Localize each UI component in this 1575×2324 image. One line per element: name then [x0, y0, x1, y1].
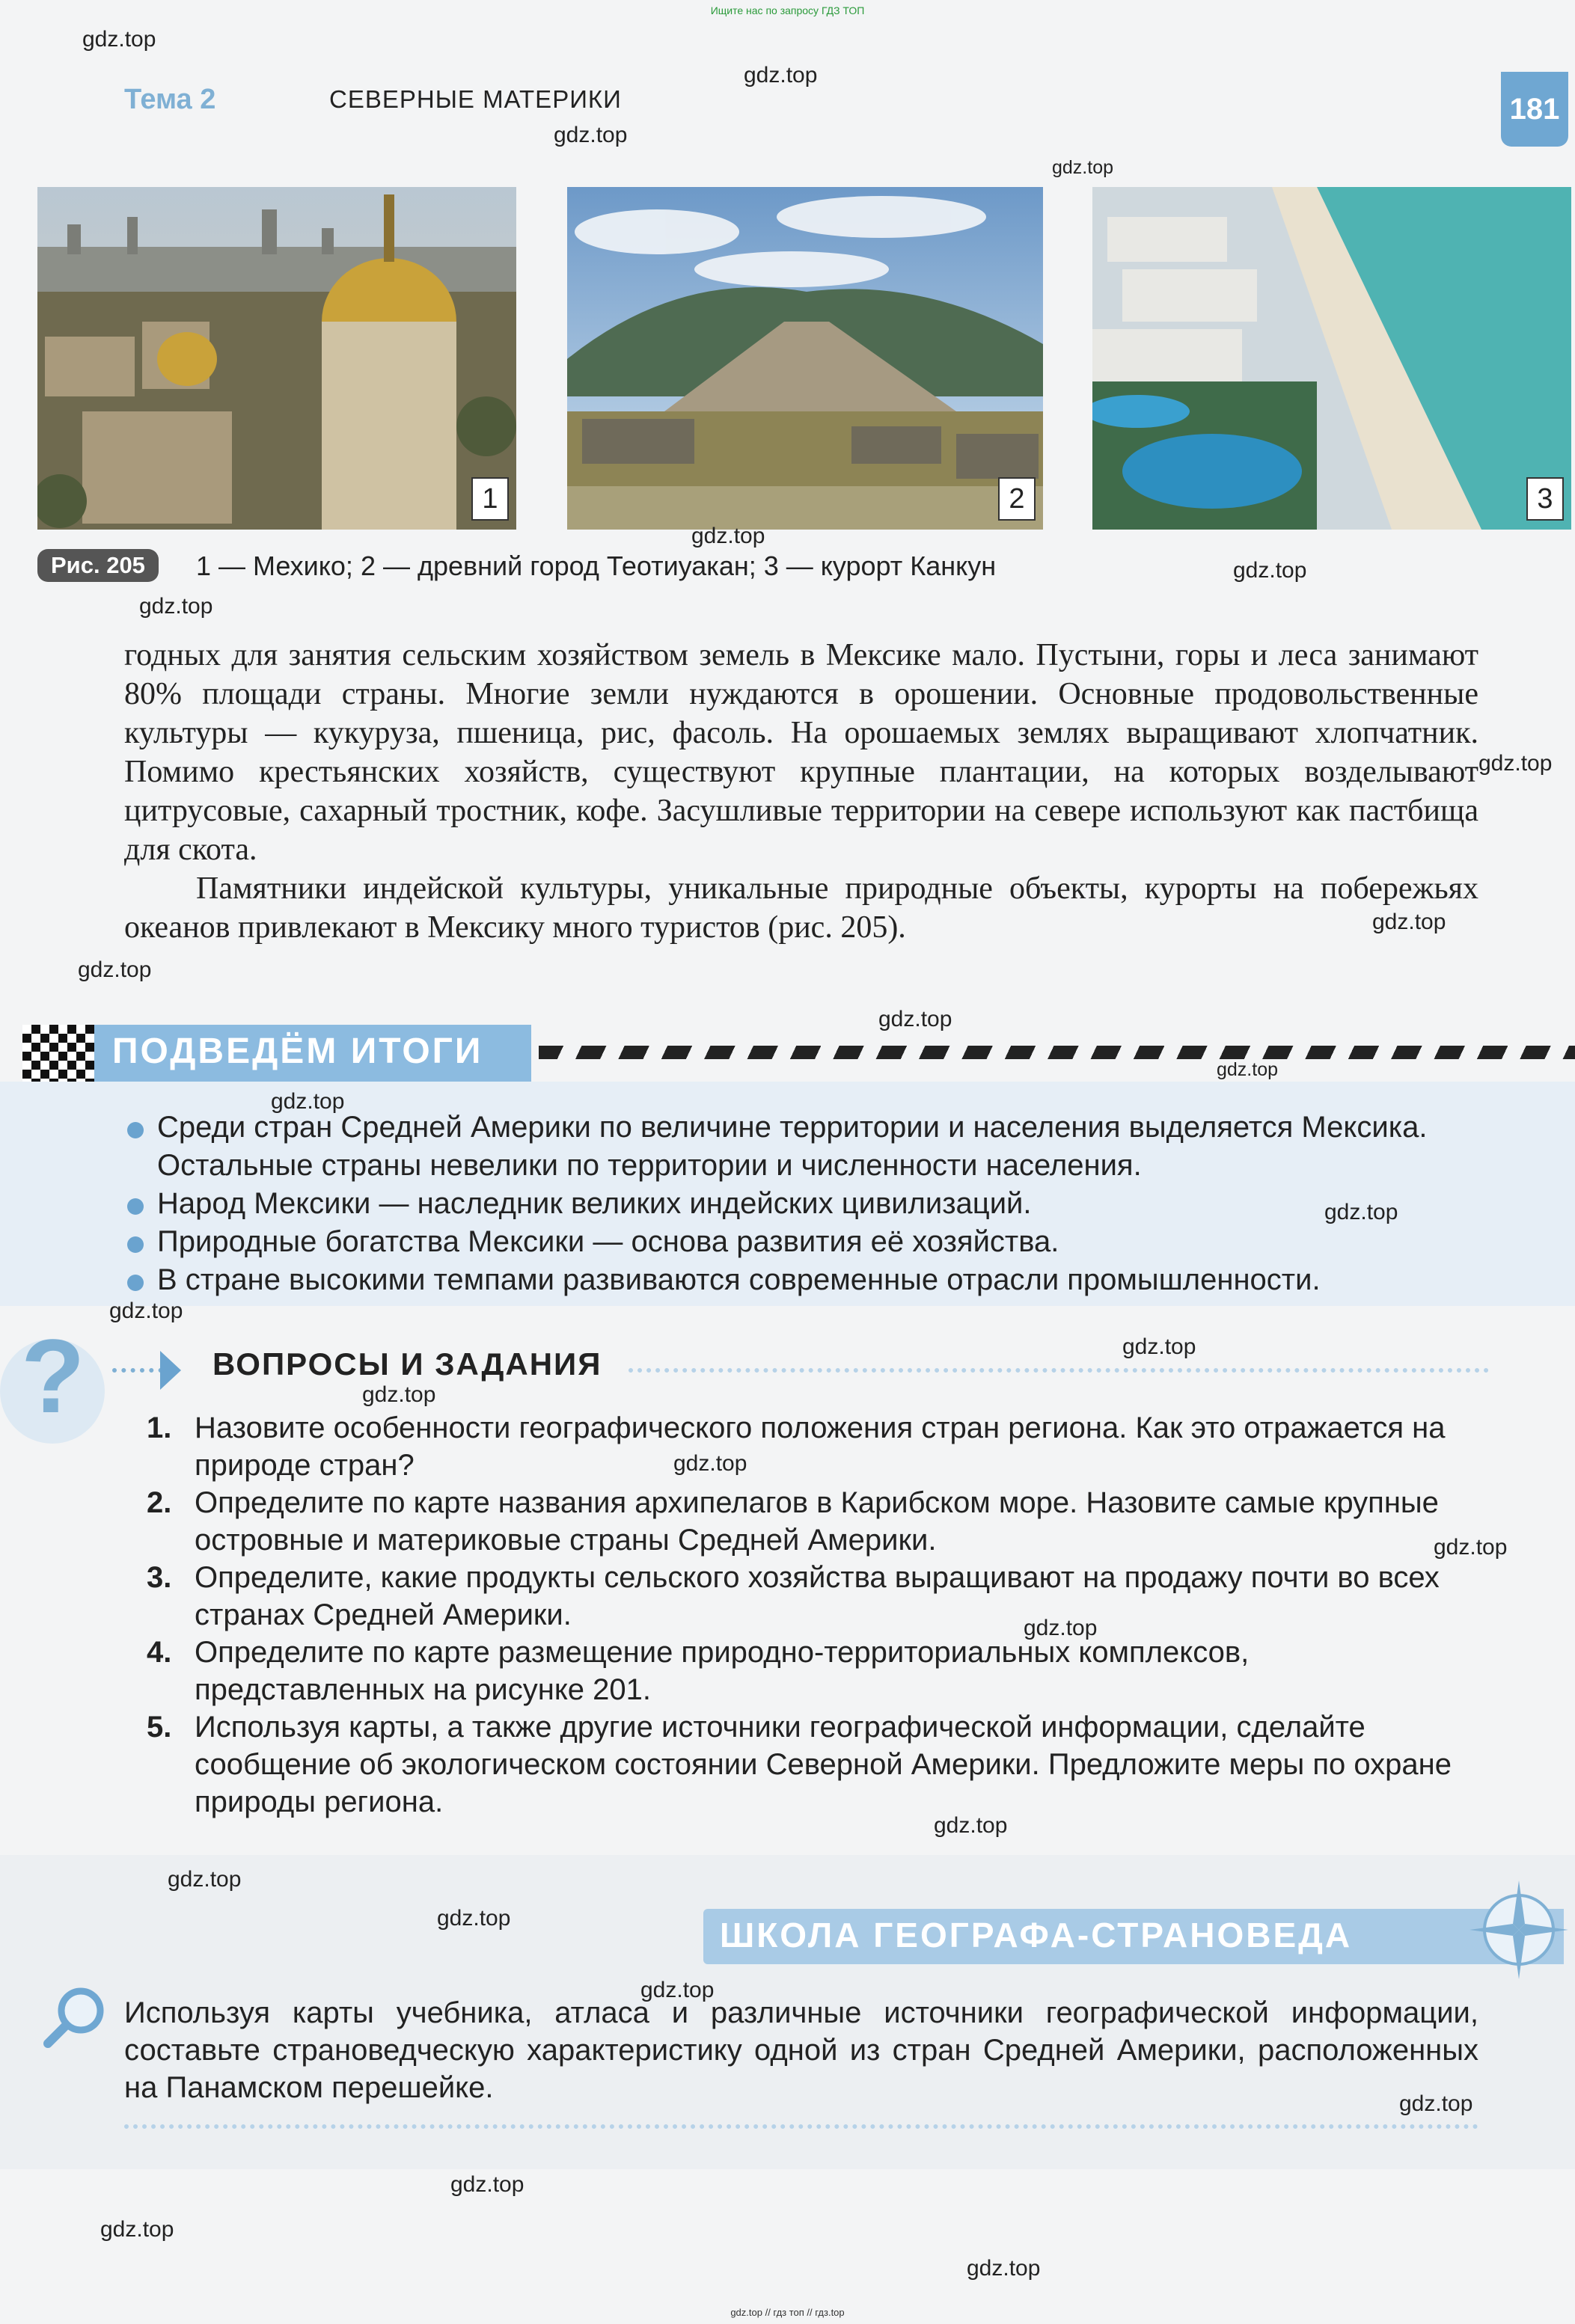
- watermark: gdz.top: [1324, 1200, 1398, 1224]
- summary-bullet: Природные богатства Мексики — основа развития её хозяйства.: [157, 1223, 1489, 1261]
- photo-teotihuacan: [567, 187, 1043, 530]
- school-banner: [703, 1909, 1564, 1964]
- dotted-divider: [629, 1368, 1489, 1373]
- mexico-city-cathedral-photo: [37, 187, 516, 530]
- watermark: gdz.top: [78, 957, 152, 982]
- school-title: ШКОЛА ГЕОГРАФА-СТРАНОВЕДА: [720, 1916, 1353, 1954]
- teotihuacan-pyramid-photo: [567, 187, 1043, 530]
- watermark: gdz.top: [673, 1451, 747, 1476]
- figure-label: Рис. 205: [37, 549, 159, 582]
- question-text: Определите по карте названия архипелагов в Карибском море. Назовите самые крупные островные и материковые страны Средней Америки.: [195, 1486, 1439, 1557]
- question-text: Определите по карте размещение природно-территориальных комплексов, представленных на рисунке 201.: [195, 1636, 1250, 1706]
- watermark: gdz.top: [437, 1906, 511, 1931]
- watermark: gdz.top: [1399, 2091, 1473, 2116]
- question-text: Определите, какие продукты сельского хозяйства выращивают на продажу почти во всех странах Средней Америки.: [195, 1561, 1440, 1631]
- top-note: Ищите нас по запросу ГДЗ ТОП: [710, 4, 865, 16]
- dashed-divider: [539, 1046, 1575, 1059]
- watermark: gdz.top: [362, 1382, 436, 1407]
- watermark: gdz.top: [1434, 1535, 1508, 1560]
- watermark: gdz.top: [139, 594, 213, 619]
- question-number: 4.: [147, 1636, 172, 1669]
- compass-icon: [1467, 1877, 1571, 1982]
- watermark: gdz.top: [109, 1299, 183, 1323]
- watermark: gdz.top: [691, 524, 765, 548]
- body-paragraph-1: годных для занятия сельским хозяйством земель в Мексике мало. Пустыни, горы и леса занимают 80% площади страны. Многие земли нуждаются в орошении. Основные продовольственные культуры — кукуруза, пшеница, рис, фасоль. На орошаемых землях выращивают хлопчатник. Помимо крестьянских хозяйств, существуют крупные плантации, на которых возделывают цитрусовые, сахарный тростник, кофе. Засушливые территории на севере используют как пастбища для скота.: [124, 638, 1478, 867]
- watermark: gdz.top: [934, 1813, 1008, 1838]
- question-number: 5.: [147, 1711, 172, 1744]
- watermark: gdz.top: [82, 27, 156, 52]
- questions-list: [147, 1409, 1478, 1821]
- body-paragraph-2: Памятники индейской культуры, уникальные природные объекты, курорты на побережьях океанов привлекают в Мексику много туристов (рис. 205).: [124, 871, 1478, 945]
- watermark: gdz.top: [1122, 1334, 1196, 1359]
- watermark: gdz.top: [1233, 558, 1307, 583]
- magnifier-icon: [42, 1982, 109, 2049]
- photo-cancun: [1092, 187, 1571, 530]
- cancun-resort-beach-photo: [1092, 187, 1571, 530]
- body-text: [124, 636, 1478, 947]
- photo-mexico-city: [37, 187, 516, 530]
- question-item: [147, 1559, 1478, 1634]
- watermark: gdz.top: [100, 2217, 174, 2242]
- watermark: gdz.top: [450, 2172, 525, 2197]
- footer-note: gdz.top // гдз топ // гдз.top: [730, 2307, 845, 2318]
- watermark: gdz.top: [1052, 157, 1114, 178]
- watermark: gdz.top: [640, 1978, 715, 2002]
- theme-label: Тема 2: [124, 84, 216, 115]
- question-number: 2.: [147, 1486, 172, 1519]
- photo-number: 3: [1526, 477, 1564, 521]
- summary-banner: [22, 1025, 531, 1082]
- question-item: [147, 1708, 1478, 1821]
- watermark: gdz.top: [878, 1007, 952, 1031]
- watermark: gdz.top: [1024, 1616, 1098, 1640]
- summary-bullet: Среди стран Средней Америки по величине территории и населения выделяется Мексика. Остальные страны невелики по территории и численности населения.: [157, 1109, 1489, 1185]
- question-text: Используя карты, а также другие источники географической информации, сделайте сообщение об экологическом состоянии Северной Америки. Предложите меры по охране природы региона.: [195, 1711, 1452, 1818]
- question-number: 1.: [147, 1411, 172, 1444]
- figure-caption: 1 — Мехико; 2 — древний город Теотиуакан; 3 — курорт Канкун: [196, 551, 997, 581]
- photo-number: 2: [998, 477, 1036, 521]
- summary-bullet: Народ Мексики — наследник великих индейских цивилизаций.: [157, 1185, 1489, 1223]
- dotted-divider: [124, 2124, 1478, 2129]
- watermark: gdz.top: [744, 63, 818, 88]
- summary-list: [157, 1109, 1489, 1299]
- school-text: Используя карты учебника, атласа и различные источники географической информации, составьте страноведческую характеристику одной из стран Средней Америки, расположенных на Панамском перешейке.: [124, 1996, 1478, 2104]
- question-mark-icon: ?: [21, 1317, 85, 1435]
- watermark: gdz.top: [1372, 910, 1446, 934]
- watermark: gdz.top: [1478, 751, 1553, 776]
- question-item: [147, 1484, 1478, 1559]
- watermark: gdz.top: [1217, 1059, 1279, 1080]
- questions-title: ВОПРОСЫ И ЗАДАНИЯ: [212, 1346, 602, 1382]
- section-title: СЕВЕРНЫЕ МАТЕРИКИ: [329, 85, 622, 113]
- question-text: Назовите особенности географического положения стран региона. Как это отражается на природе стран?: [195, 1411, 1446, 1482]
- watermark: gdz.top: [271, 1089, 345, 1114]
- summary-title: ПОДВЕДЁМ ИТОГИ: [112, 1031, 483, 1071]
- watermark: gdz.top: [168, 1867, 242, 1892]
- photo-number: 1: [471, 477, 509, 521]
- summary-bullet: В стране высокими темпами развиваются современные отрасли промышленности.: [157, 1261, 1489, 1299]
- watermark: gdz.top: [967, 2256, 1041, 2281]
- page-number: 181: [1501, 72, 1568, 147]
- checkered-flag-icon: [22, 1025, 94, 1082]
- question-number: 3.: [147, 1561, 172, 1594]
- watermark: gdz.top: [554, 123, 628, 147]
- question-item: [147, 1409, 1478, 1484]
- question-item: [147, 1634, 1478, 1708]
- arrow-right-icon: [160, 1351, 181, 1390]
